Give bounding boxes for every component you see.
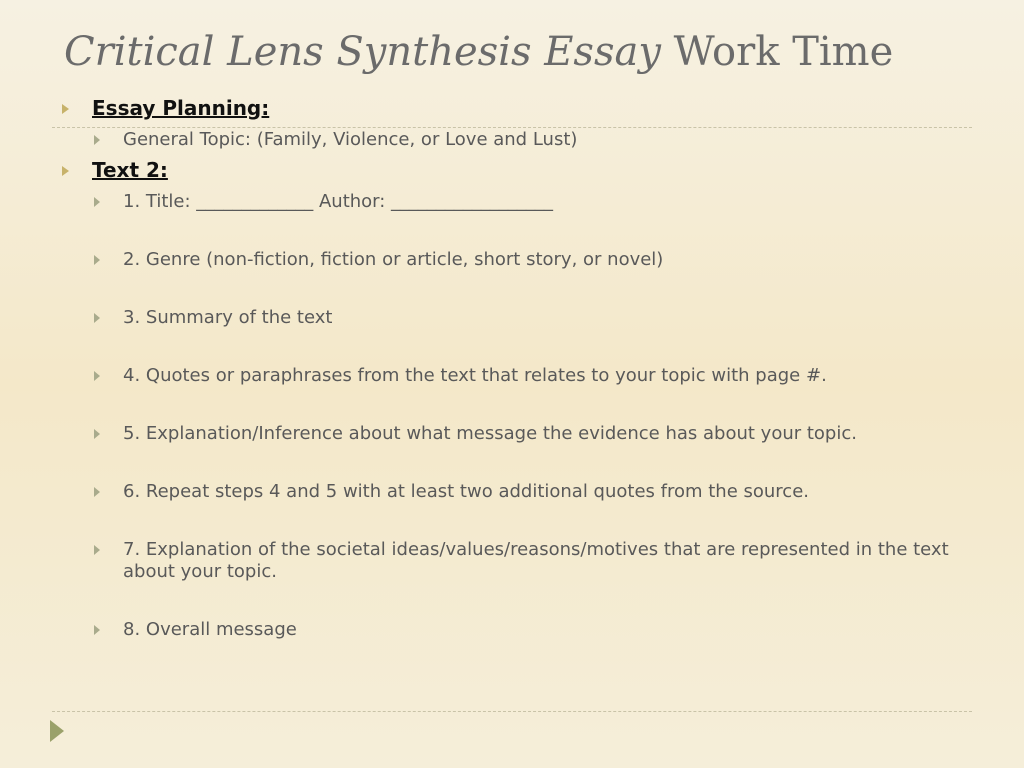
sub-bullet-icon [94, 313, 100, 323]
list-item-2: 2. Genre (non-fiction, fiction or article, short story, or novel) [123, 249, 664, 270]
list-item-3: 3. Summary of the text [123, 307, 333, 328]
list-item-8: 8. Overall message [123, 619, 297, 640]
slide-title-italic: Critical Lens Synthesis Essay [64, 29, 661, 75]
sub-bullet-icon [94, 371, 100, 381]
sub-bullet-icon [94, 487, 100, 497]
list-item-4: 4. Quotes or paraphrases from the text that relates to your topic with page #. [123, 365, 827, 386]
list-item-7-continuation: about your topic. [123, 561, 277, 582]
slide-title-rest: Work Time [660, 29, 894, 75]
top-divider [52, 127, 972, 128]
section-heading-text-2: Text 2: [92, 158, 168, 182]
sub-bullet-icon [94, 197, 100, 207]
list-item-6: 6. Repeat steps 4 and 5 with at least two additional quotes from the source. [123, 481, 810, 502]
sub-bullet-icon [94, 255, 100, 265]
section-bullet-icon [62, 166, 69, 176]
sub-bullet-icon [94, 625, 100, 635]
section-heading-essay-planning: Essay Planning: [92, 96, 270, 120]
list-item-general-topic: General Topic: (Family, Violence, or Love and Lust) [123, 129, 578, 150]
section-bullet-icon [62, 104, 69, 114]
list-item-5: 5. Explanation/Inference about what message the evidence has about your topic. [123, 423, 857, 444]
list-item-7: 7. Explanation of the societal ideas/values/reasons/motives that are represented in the text [123, 539, 949, 560]
play-arrow-icon [50, 720, 64, 742]
sub-bullet-icon [94, 429, 100, 439]
slide-title [64, 28, 893, 76]
list-item-1: 1. Title: _____________ Author: __________________ [123, 191, 554, 212]
sub-bullet-icon [94, 135, 100, 145]
bottom-divider [52, 711, 972, 712]
sub-bullet-icon [94, 545, 100, 555]
